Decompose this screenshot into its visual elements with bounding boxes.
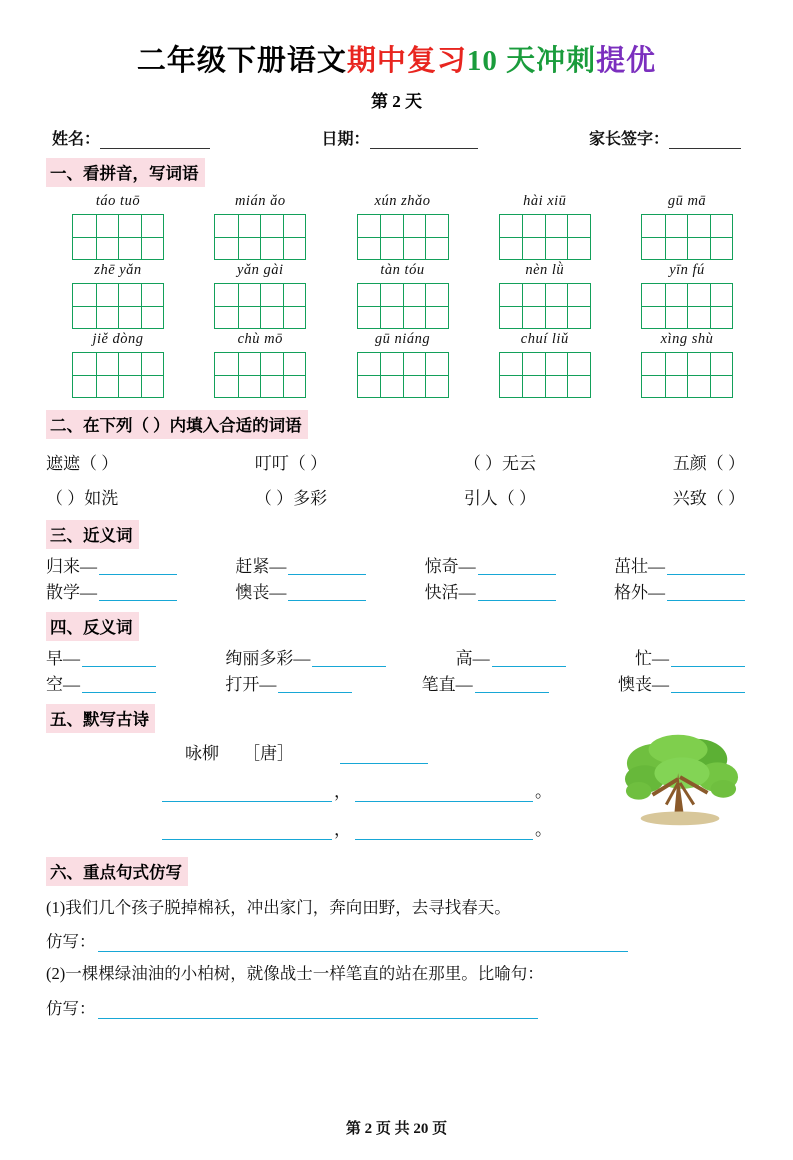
poem-blank[interactable]	[355, 788, 533, 802]
synonym-word: 归来—	[46, 557, 97, 576]
synonym-word: 格外—	[613, 583, 665, 602]
pinyin-cell	[629, 262, 745, 329]
pinyin-cell	[629, 331, 745, 398]
title-part2: 期中复习	[346, 45, 467, 77]
page-title	[0, 38, 793, 79]
tianzige-box[interactable]	[72, 352, 164, 398]
title-part1: 二年级下册语文	[136, 45, 347, 77]
answer-blank[interactable]	[475, 679, 549, 693]
section-5	[0, 704, 793, 733]
tianzige-box[interactable]	[72, 214, 164, 260]
answer-blank[interactable]	[671, 679, 745, 693]
answer-blank[interactable]	[99, 587, 177, 601]
imitate-label: 仿写：	[46, 932, 96, 952]
synonym-word: 懊丧—	[235, 583, 287, 602]
antonym-word: 早—	[46, 649, 80, 668]
pinyin-text: nèn lǜ	[525, 262, 565, 278]
synonym-item	[614, 584, 745, 601]
antonym-word: 忙—	[634, 649, 669, 668]
pinyin-cell	[202, 262, 318, 329]
synonym-word: 赶紧—	[235, 557, 287, 576]
answer-blank[interactable]	[82, 679, 156, 693]
tianzige-box[interactable]	[641, 352, 733, 398]
antonym-row	[0, 676, 793, 693]
synonym-word: 散学—	[46, 583, 97, 602]
antonym-item	[635, 650, 745, 667]
pinyin-text: hài xiū	[523, 193, 567, 209]
answer-blank[interactable]	[667, 561, 745, 575]
synonym-item	[614, 558, 745, 575]
poem-blank[interactable]	[355, 826, 533, 840]
imitate-label: 仿写：	[46, 998, 96, 1018]
antonym-word: 高—	[455, 649, 490, 668]
antonym-word: 懊丧—	[617, 675, 669, 694]
poem-blank[interactable]	[162, 788, 332, 802]
antonym-item	[456, 650, 566, 667]
date-input[interactable]	[370, 133, 478, 149]
answer-blank[interactable]	[478, 587, 556, 601]
antonym-item	[422, 676, 549, 693]
name-input[interactable]	[100, 133, 210, 149]
synonym-item	[235, 584, 366, 601]
answer-blank[interactable]	[492, 653, 566, 667]
answer-blank[interactable]	[478, 561, 556, 575]
synonym-row	[0, 584, 793, 601]
paren-fill-item[interactable]: 五颜（ ）	[672, 454, 745, 473]
section-2-heading: 二、在下列（ ）内填入合适的词语	[46, 410, 308, 439]
pinyin-text: tàn tóu	[380, 262, 425, 278]
paren-fill-row	[0, 484, 793, 509]
paren-fill-item[interactable]: （ ）如洗	[46, 489, 119, 508]
tianzige-box[interactable]	[214, 283, 306, 329]
answer-blank[interactable]	[278, 679, 352, 693]
parent-sign-group	[589, 126, 741, 149]
synonym-item	[425, 584, 556, 601]
paren-fill-item[interactable]: 引人（ ）	[463, 489, 537, 508]
tianzige-box[interactable]	[499, 283, 591, 329]
section-6	[0, 857, 793, 886]
pinyin-text: zhē yǎn	[94, 262, 142, 278]
title-part3: 10 天冲刺	[466, 45, 597, 77]
section-3-heading: 三、近义词	[46, 520, 139, 549]
answer-blank[interactable]	[99, 561, 177, 575]
pinyin-text: jiě dòng	[92, 331, 144, 347]
poem-blank[interactable]	[162, 826, 332, 840]
antonym-word: 绚丽多彩—	[225, 649, 311, 668]
imitate-blank[interactable]	[98, 1005, 538, 1019]
pinyin-text: táo tuō	[95, 193, 141, 209]
pinyin-cell	[60, 262, 176, 329]
pinyin-text: yīn fú	[669, 262, 705, 278]
answer-blank[interactable]	[667, 587, 745, 601]
tianzige-box[interactable]	[214, 352, 306, 398]
pinyin-block	[0, 193, 793, 398]
answer-blank[interactable]	[312, 653, 386, 667]
pinyin-text: xìng shù	[660, 331, 714, 347]
answer-blank[interactable]	[288, 561, 366, 575]
antonym-word: 打开—	[225, 675, 277, 694]
date-label: 日期：	[321, 131, 370, 148]
antonym-item	[225, 650, 386, 667]
paren-fill-item[interactable]: 叮叮（ ）	[254, 454, 328, 473]
paren-fill-item[interactable]: 遮遮（ ）	[46, 454, 119, 473]
pinyin-cell	[60, 193, 176, 260]
poem-line-2: ， 。	[160, 815, 793, 840]
pinyin-cell	[487, 262, 603, 329]
synonym-item	[425, 558, 556, 575]
answer-blank[interactable]	[82, 653, 156, 667]
imitate-row-2	[0, 995, 793, 1019]
antonym-word: 笔直—	[421, 675, 473, 694]
section-4-heading: 四、反义词	[46, 612, 139, 641]
page-subtitle: 第 2 天	[371, 92, 422, 111]
antonym-item	[46, 650, 156, 667]
poem-area	[0, 739, 793, 855]
info-row	[52, 126, 741, 149]
answer-blank[interactable]	[288, 587, 366, 601]
parent-sign-label: 家长签字：	[589, 131, 670, 148]
antonym-row	[0, 650, 793, 667]
paren-fill-row	[0, 449, 793, 474]
synonym-item	[235, 558, 366, 575]
title-part4: 提优	[596, 45, 657, 77]
section-3	[0, 520, 793, 549]
antonym-item	[225, 676, 352, 693]
synonym-word: 惊奇—	[424, 557, 476, 576]
paren-fill-item[interactable]: 兴致（ ）	[672, 489, 745, 508]
pinyin-cell	[60, 331, 176, 398]
sentence-1: (1)我们几个孩子脱掉棉袄，冲出家门，奔向田野，去寻找春天。	[46, 898, 511, 917]
pinyin-cell	[345, 331, 461, 398]
tianzige-box[interactable]	[357, 214, 449, 260]
section-1	[0, 158, 793, 187]
pinyin-cell	[345, 193, 461, 260]
section-6-heading: 六、重点句式仿写	[46, 857, 188, 886]
tianzige-box[interactable]	[72, 283, 164, 329]
answer-blank[interactable]	[671, 653, 745, 667]
tianzige-box[interactable]	[357, 283, 449, 329]
pinyin-row	[0, 331, 793, 398]
name-field-group	[52, 126, 210, 149]
antonym-item	[46, 676, 156, 693]
pinyin-cell	[629, 193, 745, 260]
pinyin-row	[0, 262, 793, 329]
pinyin-text: mián ǎo	[234, 193, 286, 209]
date-field-group	[322, 126, 478, 149]
pinyin-text: gū niáng	[374, 331, 431, 347]
pinyin-text: gū mā	[667, 193, 707, 209]
imitate-blank[interactable]	[98, 938, 628, 952]
synonym-item	[46, 584, 177, 601]
willow-tree-image	[623, 733, 741, 829]
pinyin-cell	[202, 193, 318, 260]
synonym-row	[0, 558, 793, 575]
synonym-word: 快活—	[424, 583, 476, 602]
poem-line-1: ， 。	[160, 777, 793, 802]
antonym-word: 空—	[46, 675, 80, 694]
synonym-item	[46, 558, 177, 575]
tianzige-box[interactable]	[499, 352, 591, 398]
pinyin-cell	[487, 331, 603, 398]
tianzige-box[interactable]	[499, 214, 591, 260]
pinyin-text: chuí liǔ	[520, 331, 569, 347]
worksheet-page	[0, 38, 793, 1160]
tianzige-box[interactable]	[214, 214, 306, 260]
tianzige-box[interactable]	[641, 283, 733, 329]
poem-dynasty: ［唐］	[243, 744, 294, 763]
section-4	[0, 612, 793, 641]
pinyin-text: yǎn gài	[236, 262, 284, 278]
pinyin-cell	[202, 331, 318, 398]
poet-blank[interactable]	[340, 750, 428, 764]
pinyin-row	[0, 193, 793, 260]
paren-fill-item[interactable]: （ ）无云	[463, 454, 537, 473]
antonym-item	[618, 676, 745, 693]
parent-sign-input[interactable]	[669, 133, 741, 149]
pinyin-text: xún zhǎo	[374, 193, 431, 209]
name-label: 姓名：	[52, 131, 101, 148]
poem-name: 咏柳	[185, 744, 219, 763]
page-footer: 第 2 页 共 20 页	[345, 1121, 448, 1137]
imitate-row-1	[0, 928, 793, 952]
sentence-2: (2)一棵棵绿油油的小柏树，就像战士一样笔直的站在那里。比喻句：	[46, 964, 544, 984]
section-1-heading: 一、看拼音，写词语	[46, 158, 205, 187]
pinyin-cell	[345, 262, 461, 329]
synonym-word: 茁壮—	[613, 557, 665, 576]
tianzige-box[interactable]	[357, 352, 449, 398]
pinyin-cell	[487, 193, 603, 260]
pinyin-text: chù mō	[237, 331, 283, 347]
section-5-heading: 五、默写古诗	[46, 704, 155, 733]
tianzige-box[interactable]	[641, 214, 733, 260]
paren-fill-item[interactable]: （ ）多彩	[254, 489, 328, 508]
section-2	[0, 410, 793, 439]
